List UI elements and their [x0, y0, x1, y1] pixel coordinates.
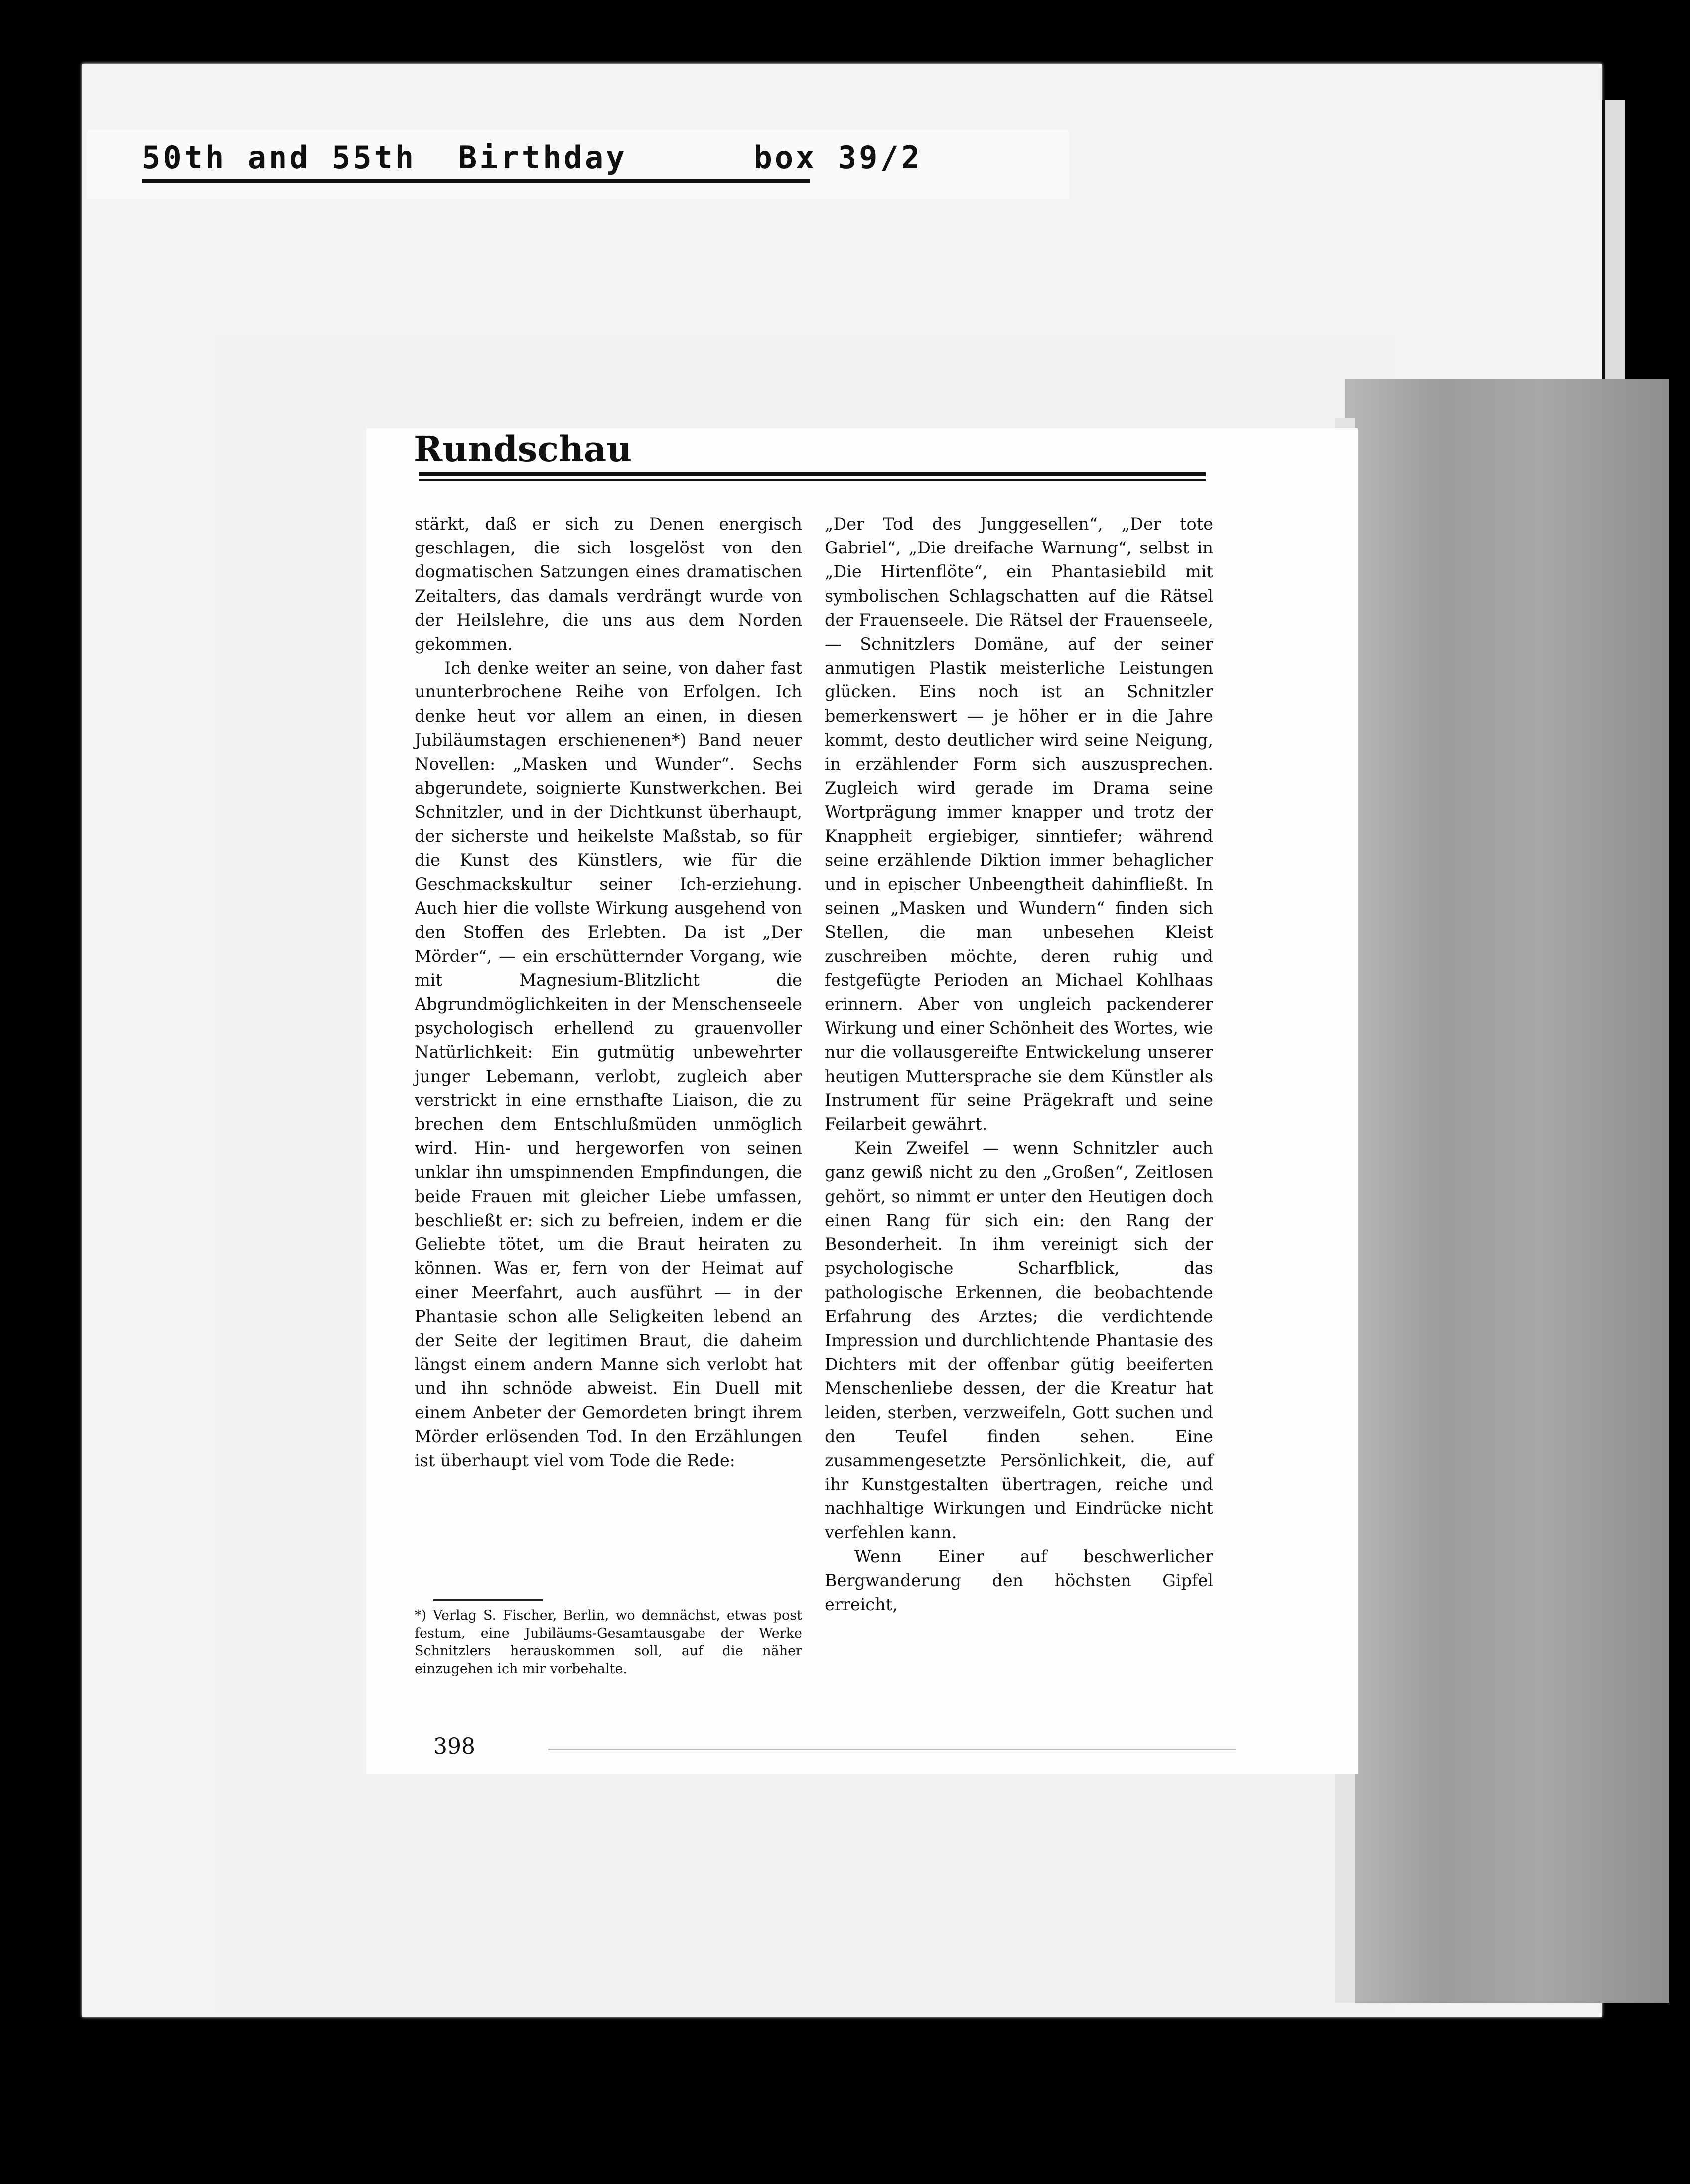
- paragraph: Wenn Einer auf beschwerlicher Bergwanderung den höchsten Gipfel erreicht,: [825, 1546, 1213, 1615]
- article-heading: Rundschau: [414, 428, 632, 470]
- footnote-rule: [433, 1599, 543, 1601]
- paragraph: „Der Tod des Junggesellen“, „Der tote Gabriel“, „Die dreifache Warnung“, selbst in „Die Hirtenflöte“, ein Phantasiebild mit symbolischen Schlagschatten auf die Rätsel der Frauenseele. Die Rätsel der Frauenseele, — Schnitzlers Domäne, auf der seiner anmutigen Plastik meisterliche Leistungen glücken. Eins noch ist an Schnitzler bemerkenswert — je höher er in die Jahre kommt, desto deutlicher wird seine Neigung, in erzählender Form sich auszusprechen. Zugleich wird gerade im Drama seine Wortprägung immer knapper und trotz der Knappheit ergiebiger, sinntiefer; während seine erzählende Diktion immer behaglicher und in epischer Unbeengtheit dahinfließt. In seinen „Masken und Wundern“ finden sich Stellen, die man unbesehen Kleist zuschreiben möchte, deren ruhig und festgefügte Perioden an Michael Kohlhaas erinnern. Aber von ungleich packenderer Wirkung und einer Schönheit des Wortes, wie nur die vollausgereifte Entwickelung unserer heutigen Muttersprache sie dem Künstler als Instrument für seine Prägekraft und seine Feilarbeit gewährt.: [825, 514, 1213, 1134]
- heading-rule-thin: [419, 479, 1206, 481]
- text-column-left: [415, 512, 802, 1473]
- paragraph: Kein Zweifel — wenn Schnitzler auch ganz gewiß nicht zu den „Großen“, Zeitlosen gehört, so nimmt er unter den Heutigen doch einen Rang für sich ein: den Rang der Besonderheit. In ihm vereinigt sich der psychologische Scharfblick, das pathologische Erkennen, die beobachtende Erfahrung des Arztes; die verdichtende Impression und durchlichtende Phantasie des Dichters mit der offenbar gütig beeiferten Menschenliebe dessen, der die Kreatur hat leiden, sterben, verzweifeln, Gott suchen und den Teufel finden sehen. Eine zusammengesetzte Persönlichkeit, die, auf ihr Kunstgestalten übertragen, reiche und nachhaltige Wirkungen und Eindrücke nicht verfehlen kann.: [825, 1138, 1213, 1542]
- label-underline: [142, 179, 810, 183]
- footer-line: [548, 1749, 1236, 1750]
- heading-rule: [419, 472, 1206, 476]
- mount-shadow: [1345, 379, 1669, 2003]
- text-column-right: [825, 512, 1213, 1617]
- page-number: 398: [433, 1734, 475, 1759]
- archive-label: [87, 130, 1069, 199]
- paragraph: stärkt, daß er sich zu Denen energisch geschlagen, die sich losgelöst von den dogmatischen Satzungen eines dramatischen Zeitalters, das damals verdrängt wurde von der Heilslehre, die uns aus dem Norden gekommen.: [415, 514, 802, 654]
- paragraph: Ich denke weiter an seine, von daher fast ununterbrochene Reihe von Erfolgen. Ich denke heut vor allem an einen, in diesen Jubiläumstagen erschienenen*) Band neuer Novellen: „Masken und Wunder“. Sechs abgerundete, soignierte Kunstwerkchen. Bei Schnitzler, und in der Dichtkunst überhaupt, der sicherste und heikelste Maßstab, so für die Kunst des Künstlers, wie für die Geschmackskultur seiner Ich-erziehung. Auch hier die vollste Wirkung ausgehend von den Stoffen des Erlebten. Da ist „Der Mörder“, — ein erschütternder Vorgang, wie mit Magnesium-Blitzlicht die Abgrundmöglichkeiten in der Menschenseele psychologisch erhellend zu grauenvoller Natürlichkeit: Ein gutmütig unbewehrter junger Lebemann, verlobt, zugleich aber verstrickt in eine ernsthafte Liaison, die zu brechen dem Entschlußmüden unmöglich wird. Hin- und hergeworfen von seinen unklar ihn umspinnenden Empfindungen, die beide Frauen mit gleicher Liebe umfassen, beschließt er: sich zu befreien, indem er die Geliebte tötet, um die Braut heiraten zu können. Was er, fern von der Heimat auf einer Meerfahrt, auch ausführt — in der Phantasie schon alle Seligkeiten lebend an der Seite der legitimen Braut, die daheim längst einem andern Manne sich verlobt hat und ihn schnöde abweist. Ein Duell mit einem Anbeter der Gemordeten bringt ihrem Mörder erlösenden Tod. In den Erzählungen ist überhaupt viel vom Tode die Rede:: [415, 658, 802, 1470]
- footnote: *) Verlag S. Fischer, Berlin, wo demnächst, etwas post festum, eine Jubiläums-Gesamtausgabe der Werke Schnitzlers herauskommen soll, auf die näher einzugehen ich mir vorbehalte.: [415, 1608, 802, 1677]
- archive-label-text: 50th and 55th Birthday box 39/2: [142, 139, 923, 176]
